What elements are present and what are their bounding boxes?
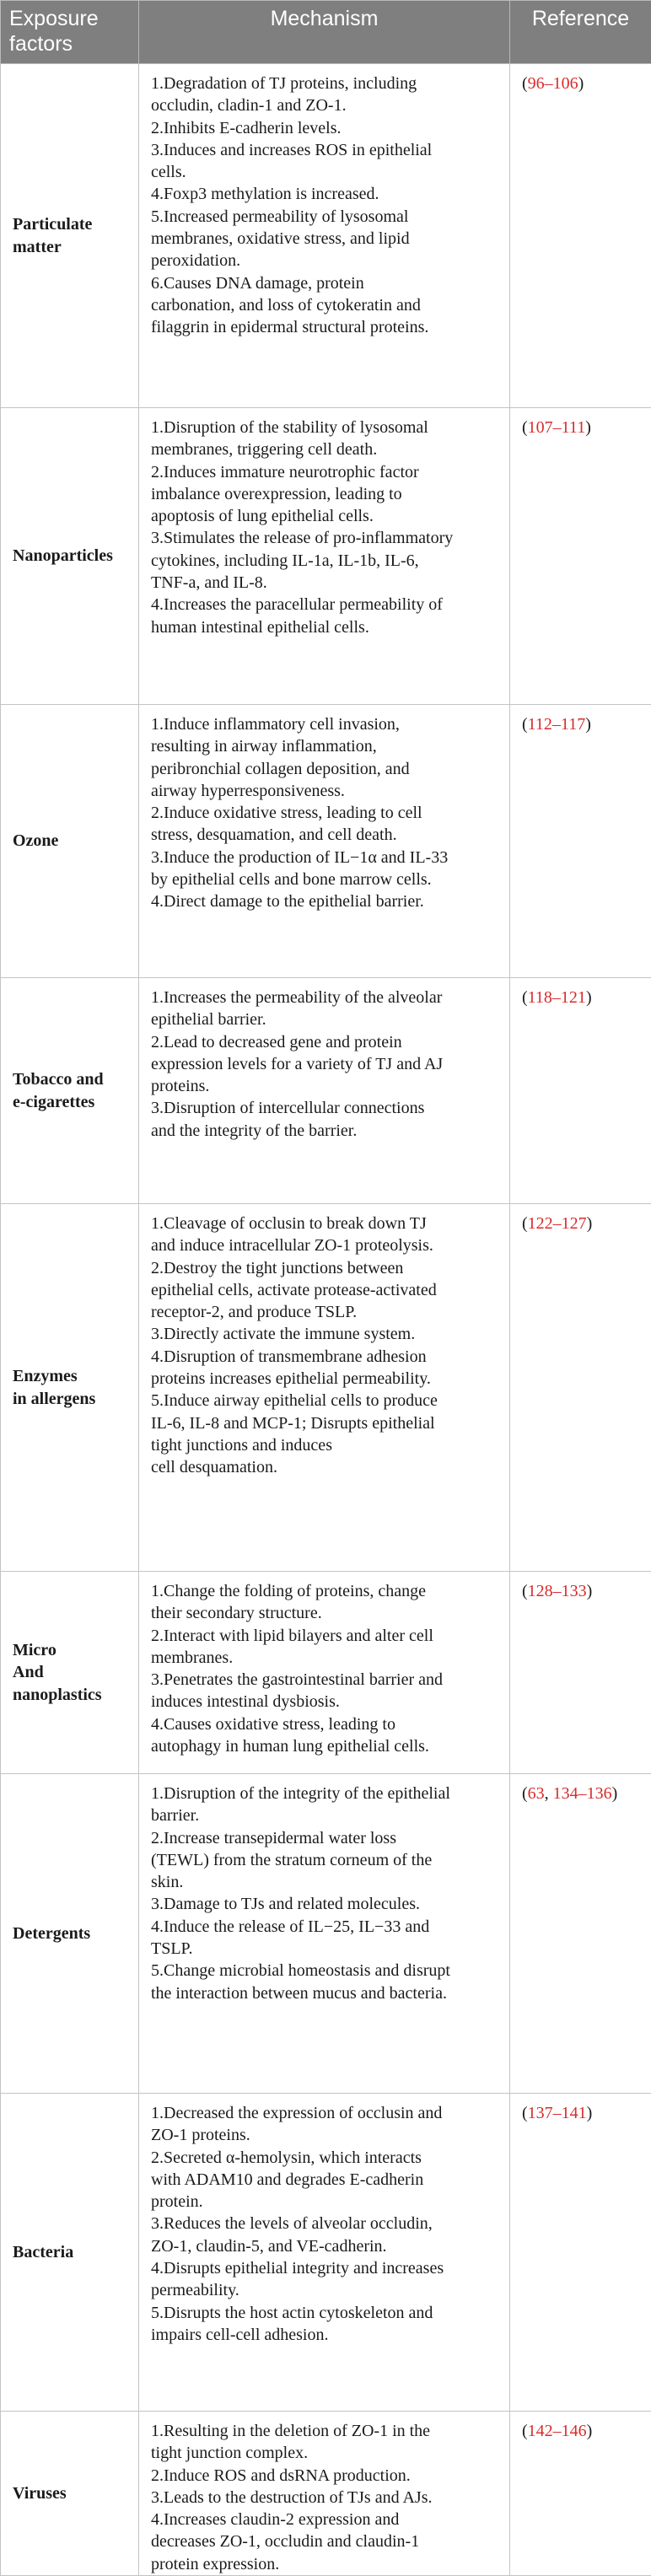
reference-cell (510, 2412, 651, 2576)
exposure-factor-cell (1, 64, 139, 408)
exposure-factor-text: Ozone (13, 830, 130, 852)
header-exposure-line-1: Exposure (9, 6, 130, 31)
mechanism-line: skin. (151, 1871, 499, 1893)
header-exposure-factors (1, 1, 139, 64)
header-reference: Reference (510, 1, 651, 64)
exposure-factor-text: And (13, 1661, 130, 1683)
mechanism-line: 1.Resulting in the deletion of ZO-1 in the (151, 2420, 499, 2442)
mechanism-line: 5.Increased permeability of lysosomal (151, 206, 499, 228)
reference-punctuation: ) (612, 1784, 618, 1803)
exposure-factor-text: in allergens (13, 1388, 130, 1410)
mechanism-line: 2.Destroy the tight junctions between (151, 1257, 499, 1279)
mechanism-line: cytokines, including IL-1a, IL-1b, IL-6, (151, 550, 499, 572)
exposure-factor-cell (1, 705, 139, 978)
mechanism-line: the interaction between mucus and bacteria. (151, 1982, 499, 2004)
reference-punctuation: ) (587, 1214, 593, 1233)
mechanism-line: carbonation, and loss of cytokeratin and (151, 294, 499, 316)
mechanism-line: apoptosis of lung epithelial cells. (151, 505, 499, 527)
mechanism-line: autophagy in human lung epithelial cells. (151, 1735, 499, 1757)
mechanism-line: barrier. (151, 1804, 499, 1826)
reference-punctuation: ( (522, 1784, 528, 1803)
exposure-factor-text: Detergents (13, 1923, 130, 1944)
mechanism-line: their secondary structure. (151, 1602, 499, 1624)
mechanism-line: ZO-1 proteins. (151, 2124, 499, 2146)
mechanism-line: TSLP. (151, 1938, 499, 1960)
mechanism-line: decreases ZO-1, occludin and claudin-1 (151, 2530, 499, 2552)
reference-cell (510, 705, 651, 978)
mechanism-line: and induce intracellular ZO-1 proteolysis. (151, 1234, 499, 1256)
mechanism-line: peroxidation. (151, 250, 499, 272)
mechanism-line: 3.Induces and increases ROS in epithelial (151, 139, 499, 161)
mechanism-line: imbalance overexpression, leading to (151, 483, 499, 505)
mechanism-line: 2.Lead to decreased gene and protein (151, 1031, 499, 1053)
mechanism-line: 5.Disrupts the host actin cytoskeleton and (151, 2302, 499, 2324)
reference-punctuation: ( (522, 2104, 528, 2122)
mechanism-line: 4.Disrupts epithelial integrity and increases (151, 2257, 499, 2279)
reference-punctuation: ( (522, 1214, 528, 1233)
table-row (1, 64, 651, 408)
table-body (1, 64, 651, 2576)
reference-link[interactable]: 134–136 (553, 1784, 612, 1803)
mechanism-line: receptor-2, and produce TSLP. (151, 1301, 499, 1323)
mechanism-line: tight junction complex. (151, 2442, 499, 2464)
reference-punctuation: , (545, 1784, 553, 1803)
mechanism-line: 3.Disruption of intercellular connections (151, 1097, 499, 1119)
mechanism-line: 5.Change microbial homeostasis and disrupt (151, 1960, 499, 1982)
exposure-factor-cell (1, 2412, 139, 2576)
mechanism-line: 2.Inhibits E-cadherin levels. (151, 117, 499, 139)
mechanism-cell (139, 2412, 510, 2576)
mechanism-line: 2.Secreted α-hemolysin, which interacts (151, 2147, 499, 2169)
mechanism-cell (139, 408, 510, 705)
reference-punctuation: ) (585, 715, 591, 734)
mechanism-line: resulting in airway inflammation, (151, 735, 499, 757)
exposure-factor-cell (1, 1774, 139, 2094)
mechanism-line: 3.Reduces the levels of alveolar occludin, (151, 2213, 499, 2235)
exposure-factor-cell (1, 978, 139, 1204)
reference-punctuation: ( (522, 988, 528, 1007)
mechanism-line: airway hyperresponsiveness. (151, 780, 499, 802)
mechanism-line: 3.Leads to the destruction of TJs and AJs. (151, 2487, 499, 2509)
mechanism-line: TNF-a, and IL-8. (151, 572, 499, 594)
exposure-factor-text: Particulate (13, 213, 130, 235)
reference-cell (510, 1774, 651, 2094)
exposure-factor-text: Enzymes (13, 1365, 130, 1387)
table-row (1, 408, 651, 705)
reference-punctuation: ) (587, 1582, 593, 1600)
exposure-factor-text: Viruses (13, 2482, 130, 2504)
mechanism-line: membranes. (151, 1647, 499, 1669)
mechanism-line: 2.Induce ROS and dsRNA production. (151, 2465, 499, 2487)
reference-punctuation: ) (587, 2422, 593, 2440)
mechanism-line: 2.Induce oxidative stress, leading to cell (151, 802, 499, 824)
mechanism-line: stress, desquamation, and cell death. (151, 824, 499, 846)
exposure-factor-text: Micro (13, 1639, 130, 1661)
reference-punctuation: ) (587, 2104, 593, 2122)
reference-cell (510, 1572, 651, 1774)
reference-cell (510, 64, 651, 408)
mechanism-line: 1.Change the folding of proteins, change (151, 1580, 499, 1602)
mechanism-line: proteins. (151, 1075, 499, 1097)
reference-link[interactable]: 96–106 (528, 74, 578, 93)
mechanism-line: protein expression. (151, 2553, 499, 2575)
mechanism-line: 6.Causes DNA damage, protein (151, 272, 499, 294)
mechanism-line: induces intestinal dysbiosis. (151, 1691, 499, 1713)
mechanism-line: 3.Induce the production of IL−1α and IL-33 (151, 847, 499, 869)
exposure-factor-cell (1, 1204, 139, 1572)
mechanism-line: 3.Damage to TJs and related molecules. (151, 1893, 499, 1915)
exposure-factor-text: Nanoparticles (13, 545, 130, 567)
mechanism-line: 2.Interact with lipid bilayers and alter cell (151, 1625, 499, 1647)
mechanism-line: tight junctions and induces (151, 1434, 499, 1456)
reference-punctuation: ( (522, 418, 528, 437)
reference-punctuation: ) (586, 988, 592, 1007)
reference-punctuation: ( (522, 74, 528, 93)
mechanism-line: protein. (151, 2191, 499, 2213)
reference-punctuation: ( (522, 1582, 528, 1600)
mechanism-line: cells. (151, 161, 499, 183)
mechanism-cell (139, 64, 510, 408)
header-row (1, 1, 651, 64)
reference-link[interactable]: 128–133 (528, 1582, 587, 1600)
reference-cell (510, 408, 651, 705)
reference-punctuation: ( (522, 715, 528, 734)
reference-link[interactable]: 63 (528, 1784, 545, 1803)
mechanism-line: cell desquamation. (151, 1456, 499, 1478)
mechanism-line: proteins increases epithelial permeability. (151, 1368, 499, 1390)
mechanism-line: with ADAM10 and degrades E-cadherin (151, 2169, 499, 2191)
mechanism-line: 4.Induce the release of IL−25, IL−33 and (151, 1916, 499, 1938)
mechanism-line: 4.Foxp3 methylation is increased. (151, 183, 499, 205)
exposure-factor-text: Bacteria (13, 2241, 130, 2263)
exposure-factor-text: nanoplastics (13, 1684, 130, 1706)
mechanism-line: by epithelial cells and bone marrow cells. (151, 869, 499, 890)
mechanism-line: epithelial barrier. (151, 1008, 499, 1030)
header-exposure-line-2: factors (9, 31, 130, 56)
mechanism-line: peribronchial collagen deposition, and (151, 758, 499, 780)
exposure-factor-text: e-cigarettes (13, 1091, 130, 1113)
header-mechanism: Mechanism (139, 1, 510, 64)
mechanism-line: 4.Increases claudin-2 expression and (151, 2509, 499, 2530)
mechanism-line: 1.Disruption of the stability of lysosomal (151, 417, 499, 438)
reference-punctuation: ) (585, 418, 591, 437)
reference-punctuation: ) (578, 74, 584, 93)
table-header (1, 1, 651, 64)
mechanism-line: and the integrity of the barrier. (151, 1120, 499, 1142)
mechanism-line: 4.Disruption of transmembrane adhesion (151, 1346, 499, 1368)
mechanism-line: (TEWL) from the stratum corneum of the (151, 1849, 499, 1871)
mechanism-line: 3.Penetrates the gastrointestinal barrier and (151, 1669, 499, 1691)
mechanism-cell (139, 1204, 510, 1572)
exposure-factor-cell (1, 408, 139, 705)
reference-cell (510, 978, 651, 1204)
mechanism-line: human intestinal epithelial cells. (151, 616, 499, 638)
mechanism-cell (139, 978, 510, 1204)
reference-punctuation: ( (522, 2422, 528, 2440)
reference-link[interactable]: 107–111 (528, 418, 586, 437)
mechanism-line: 2.Increase transepidermal water loss (151, 1827, 499, 1849)
mechanism-line: 3.Stimulates the release of pro-inflammatory (151, 527, 499, 549)
table-row (1, 978, 651, 1204)
mechanism-line: 3.Directly activate the immune system. (151, 1323, 499, 1345)
table-row (1, 1774, 651, 2094)
mechanism-line: 1.Decreased the expression of occlusin and (151, 2102, 499, 2124)
mechanism-line: 1.Degradation of TJ proteins, including (151, 73, 499, 94)
exposure-factor-text: Tobacco and (13, 1068, 130, 1090)
mechanism-cell (139, 2094, 510, 2412)
reference-link[interactable]: 122–127 (528, 1214, 587, 1233)
table-row (1, 1572, 651, 1774)
mechanism-line: 4.Increases the paracellular permeability of (151, 594, 499, 616)
mechanism-line: 1.Induce inflammatory cell invasion, (151, 713, 499, 735)
mechanism-line: permeability. (151, 2279, 499, 2301)
mechanism-line: expression levels for a variety of TJ and AJ (151, 1053, 499, 1075)
exposure-factor-cell (1, 2094, 139, 2412)
mechanism-line: impairs cell-cell adhesion. (151, 2324, 499, 2346)
mechanism-cell (139, 705, 510, 978)
reference-link[interactable]: 137–141 (528, 2104, 587, 2122)
mechanism-line: 4.Direct damage to the epithelial barrier. (151, 890, 499, 912)
mechanism-line: membranes, triggering cell death. (151, 438, 499, 460)
reference-link[interactable]: 142–146 (528, 2422, 587, 2440)
table-row (1, 2094, 651, 2412)
mechanism-cell (139, 1572, 510, 1774)
mechanism-cell (139, 1774, 510, 2094)
reference-cell (510, 1204, 651, 1572)
mechanism-line: 1.Increases the permeability of the alveolar (151, 987, 499, 1008)
table-row (1, 2412, 651, 2576)
mechanism-line: IL-6, IL-8 and MCP-1; Disrupts epithelial (151, 1412, 499, 1434)
mechanism-line: filaggrin in epidermal structural proteins. (151, 316, 499, 338)
mechanism-line: occludin, cladin-1 and ZO-1. (151, 94, 499, 116)
table-row (1, 705, 651, 978)
mechanism-line: 5.Induce airway epithelial cells to produce (151, 1390, 499, 1412)
exposure-factor-text: matter (13, 236, 130, 258)
table-row (1, 1204, 651, 1572)
reference-cell (510, 2094, 651, 2412)
reference-link[interactable]: 112–117 (528, 715, 586, 734)
mechanism-line: epithelial cells, activate protease-activated (151, 1279, 499, 1301)
mechanism-line: 4.Causes oxidative stress, leading to (151, 1713, 499, 1735)
mechanism-line: 1.Disruption of the integrity of the epithelial (151, 1783, 499, 1804)
exposure-factor-cell (1, 1572, 139, 1774)
reference-link[interactable]: 118–121 (528, 988, 586, 1007)
mechanism-line: 1.Cleavage of occlusin to break down TJ (151, 1213, 499, 1234)
mechanism-line: 2.Induces immature neurotrophic factor (151, 461, 499, 483)
mechanism-line: membranes, oxidative stress, and lipid (151, 228, 499, 250)
mechanism-line: ZO-1, claudin-5, and VE-cadherin. (151, 2235, 499, 2257)
